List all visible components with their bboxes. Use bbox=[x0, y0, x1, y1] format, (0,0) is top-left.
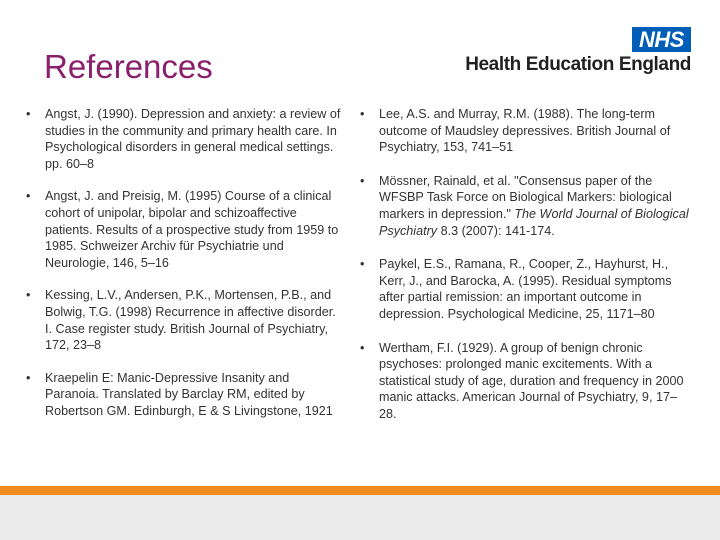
footer-bar bbox=[0, 495, 720, 540]
reference-text-part: 8.3 (2007): 141-174. bbox=[437, 223, 555, 238]
reference-item bbox=[26, 287, 344, 353]
reference-text bbox=[379, 174, 689, 238]
reference-item bbox=[360, 173, 690, 239]
reference-item bbox=[26, 370, 344, 420]
nhs-logo-badge: NHS bbox=[632, 27, 691, 52]
references-right-column bbox=[360, 106, 690, 423]
bullet-icon: • bbox=[360, 340, 365, 355]
bullet-icon: • bbox=[26, 107, 31, 121]
references-left-column bbox=[26, 106, 344, 420]
reference-text: Angst, J. (1990). Depression and anxiety: a review of studies in the community and primary health care. In Psychological disorders in general medical settings. pp. 60–8 bbox=[45, 107, 341, 171]
bullet-icon: • bbox=[360, 257, 365, 272]
bullet-icon: • bbox=[360, 173, 365, 188]
reference-item bbox=[360, 256, 690, 322]
reference-text: Kraepelin E: Manic-Depressive Insanity and Paranoia. Translated by Barclay RM, edited by Robertson GM. Edinburgh, E & S Livingstone, 1921 bbox=[45, 370, 333, 418]
journal-title: The World Journal of Biological Psychiatry bbox=[379, 206, 689, 238]
bullet-icon: • bbox=[26, 288, 31, 303]
reference-item bbox=[26, 106, 344, 172]
reference-text-part: Mössner, Rainald, et al. "Consensus paper of the WFSBP Task Force on Biological Markers: biological markers in depression." bbox=[379, 173, 672, 221]
reference-text: Paykel, E.S., Ramana, R., Cooper, Z., Hayhurst, H., Kerr, J., and Barocka, A. (1995). Residual symptoms after partial remission: an important outcome in depression. Psychological Medicine, 25, 1171–80 bbox=[379, 257, 672, 321]
reference-item bbox=[360, 106, 690, 156]
bullet-icon: • bbox=[26, 370, 31, 385]
reference-text: Angst, J. and Preisig, M. (1995) Course of a clinical cohort of unipolar, bipolar and schizoaffective patients. Results of a prospective study from 1959 to 1985. Schweizer Archiv für Psychiatrie und Neurologie, 146, 5–16 bbox=[45, 189, 339, 270]
reference-text: Wertham, F.I. (1929). A group of benign chronic psychoses: prolonged manic excitements. With a statistical study of age, duration and frequency in 2000 manic attacks. American Journal of Psychiatry, 9, 17–28. bbox=[379, 340, 684, 421]
reference-item bbox=[26, 188, 344, 271]
reference-text: Lee, A.S. and Murray, R.M. (1988). The long-term outcome of Maudsley depressives. British Journal of Psychiatry, 153, 741–51 bbox=[379, 107, 671, 155]
hee-logo-text: Health Education England bbox=[465, 54, 691, 75]
reference-text: Kessing, L.V., Andersen, P.K., Mortensen, P.B., and Bolwig, T.G. (1998) Recurrence in affective disorder. I. Case register study. British Journal of Psychiatry, 172, 23–8 bbox=[45, 288, 336, 353]
page-title: References bbox=[44, 48, 213, 85]
bullet-icon: • bbox=[360, 107, 365, 121]
bullet-icon: • bbox=[26, 189, 31, 204]
reference-item bbox=[360, 340, 690, 423]
